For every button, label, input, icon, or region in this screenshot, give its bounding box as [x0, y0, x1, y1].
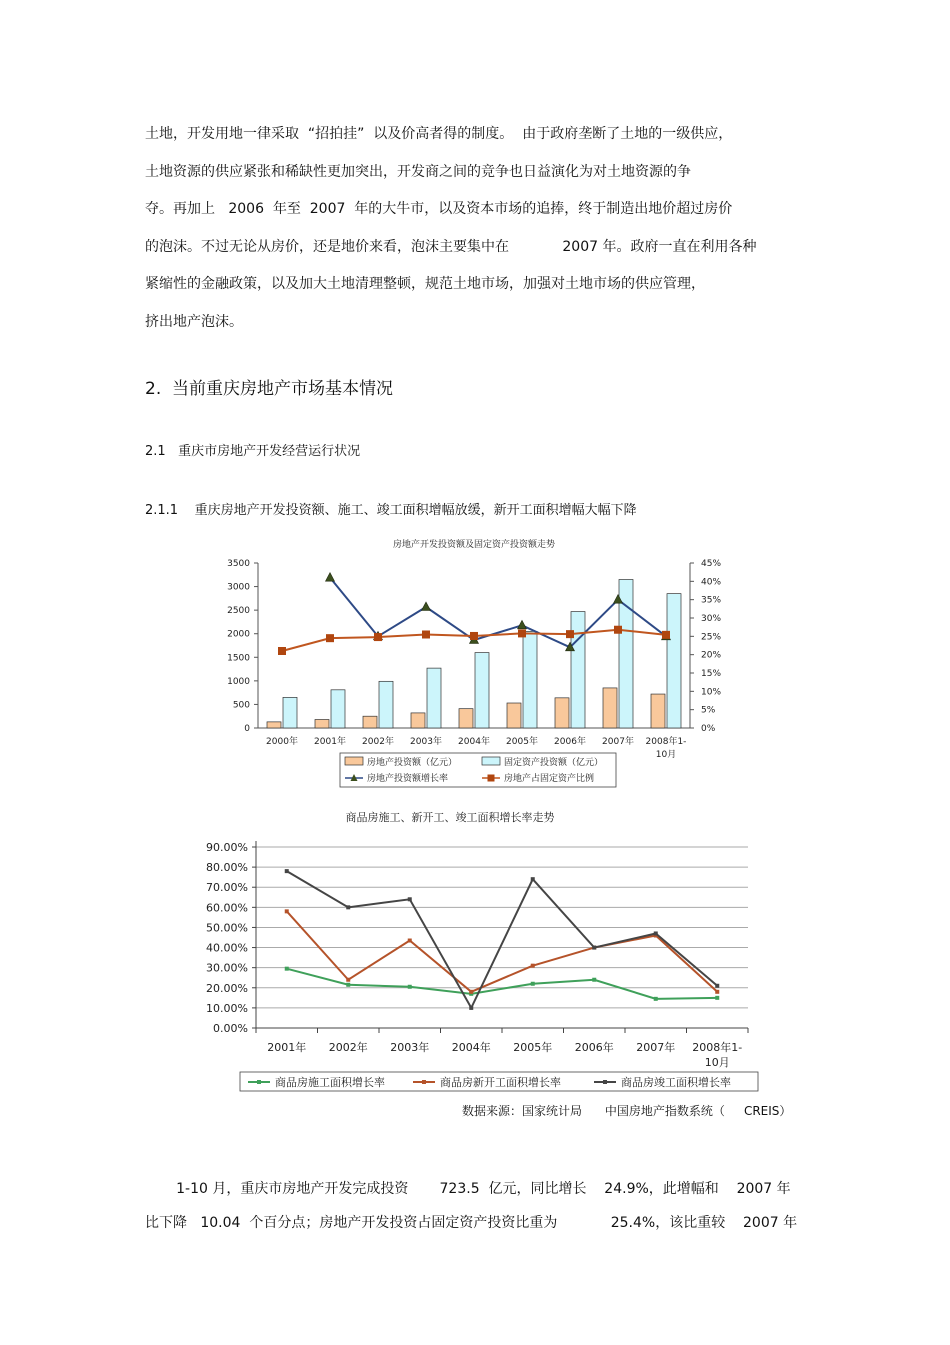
- y-tick-label: 0.00%: [213, 1022, 248, 1035]
- ratio-point: [422, 631, 430, 639]
- paragraph-line: 挤出地产泡沫。: [145, 313, 243, 330]
- data-point: [531, 877, 535, 881]
- data-point: [469, 1006, 473, 1010]
- y-tick-label: 10.00%: [206, 1001, 248, 1015]
- y-left-tick-label: 2500: [227, 606, 250, 617]
- legend-label: 商品房新开工面积增长率: [440, 1076, 561, 1089]
- legend-label: 商品房施工面积增长率: [275, 1076, 385, 1089]
- data-point: [408, 939, 412, 943]
- data-point: [531, 982, 535, 986]
- y-left-tick-label: 500: [232, 700, 250, 711]
- x-tick-label: 2004年: [451, 1041, 491, 1054]
- subsubsection-heading: 2.1.1 重庆房地产开发投资额、施工、竣工面积增幅放缓，新开工面积增幅大幅下降: [145, 503, 637, 518]
- y-tick-label: 80.00%: [206, 861, 248, 875]
- ratio-point: [374, 633, 382, 641]
- data-point: [715, 996, 719, 1000]
- construction-area-line: [287, 969, 718, 999]
- data-point: [469, 990, 473, 994]
- data-point: [408, 985, 412, 989]
- x-tick-label: 2005年: [506, 737, 538, 747]
- x-tick-label: 2002年: [328, 1041, 368, 1054]
- legend-marker: [603, 1080, 607, 1084]
- y-left-tick-label: 3500: [227, 559, 250, 569]
- growth-rate-point: [518, 620, 527, 629]
- ratio-point: [662, 631, 670, 639]
- y-right-tick-label: 5%: [701, 705, 716, 716]
- legend-label: 商品房竣工面积增长率: [621, 1076, 731, 1089]
- y-left-tick-label: 2000: [227, 629, 250, 640]
- data-point: [408, 897, 412, 901]
- x-tick-label: 2005年: [513, 1041, 553, 1054]
- legend-marker: [257, 1080, 261, 1084]
- data-point: [592, 946, 596, 950]
- data-point: [715, 990, 719, 994]
- section-heading: 2. 当前重庆房地产市场基本情况: [145, 379, 394, 399]
- x-tick-label: 2004年: [458, 737, 490, 747]
- y-left-tick-label: 1500: [227, 653, 250, 664]
- y-right-tick-label: 45%: [701, 559, 722, 569]
- y-left-tick-label: 1000: [227, 676, 250, 687]
- paragraph-line: 土地，开发用地一律采取 “招拍挂” 以及价高者得的制度。 由于政府垄断了土地的一级供应，: [145, 126, 733, 142]
- fixed-asset-investment-bar: [523, 631, 537, 728]
- fixed-asset-investment-bar: [283, 697, 297, 728]
- legend-marker: [422, 1080, 426, 1084]
- paragraph-line: 夺。再加上 2006 年至 2007 年的大牛市，以及资本市场的追捧，终于制造出地价超过房价: [145, 201, 733, 217]
- data-point: [531, 964, 535, 968]
- y-right-tick-label: 0%: [701, 724, 716, 734]
- fixed-asset-investment-bar: [667, 594, 681, 728]
- y-right-tick-label: 40%: [701, 577, 722, 588]
- x-tick-label: 2003年: [390, 1041, 430, 1054]
- legend-label: 固定资产投资额（亿元）: [504, 758, 604, 768]
- investment-chart: [0, 530, 950, 795]
- realestate-investment-bar: [507, 703, 521, 728]
- x-tick-label: 2007年: [602, 737, 634, 747]
- new-start-area-line: [287, 911, 718, 991]
- data-point: [654, 931, 658, 935]
- y-tick-label: 90.00%: [206, 841, 248, 854]
- x-tick-label: 10月: [704, 1056, 730, 1069]
- realestate-investment-bar: [267, 722, 281, 728]
- data-point: [715, 984, 719, 988]
- data-point: [346, 983, 350, 987]
- y-left-tick-label: 0: [244, 724, 250, 734]
- fixed-asset-investment-bar: [379, 681, 393, 728]
- intro-paragraph: [145, 116, 815, 341]
- chart-title: 房地产开发投资额及固定资产投资额走势: [392, 540, 556, 550]
- ratio-point: [470, 632, 478, 640]
- y-right-tick-label: 10%: [701, 687, 722, 698]
- y-right-tick-label: 30%: [701, 614, 722, 624]
- y-right-tick-label: 25%: [701, 632, 722, 643]
- x-tick-label: 10月: [655, 750, 677, 760]
- x-tick-label: 2008年1-: [645, 737, 687, 747]
- fixed-asset-investment-bar: [331, 690, 345, 728]
- x-tick-label: 2003年: [410, 737, 442, 747]
- y-tick-label: 50.00%: [206, 921, 248, 935]
- growth-rate-point: [422, 602, 431, 611]
- x-tick-label: 2001年: [314, 737, 346, 747]
- x-tick-label: 2002年: [362, 737, 394, 747]
- growth-rate-point: [326, 573, 335, 582]
- y-right-tick-label: 15%: [701, 669, 722, 679]
- y-right-tick-label: 35%: [701, 595, 722, 606]
- data-point: [654, 997, 658, 1001]
- growth-rate-chart: [0, 805, 950, 1095]
- analysis-paragraph: [145, 1172, 815, 1240]
- legend-marker: [488, 775, 495, 782]
- paragraph-line: 土地资源的供应紧张和稀缺性更加突出，开发商之间的竞争也日益演化为对土地资源的争: [145, 163, 691, 180]
- x-tick-label: 2008年1-: [692, 1041, 743, 1054]
- legend-label: 房地产投资额增长率: [367, 774, 449, 784]
- realestate-investment-bar: [315, 720, 329, 728]
- x-tick-label: 2001年: [267, 1041, 307, 1054]
- realestate-investment-bar: [363, 716, 377, 728]
- y-left-tick-label: 3000: [227, 582, 250, 593]
- ratio-point: [278, 647, 286, 655]
- legend-label: 房地产投资额（亿元）: [367, 758, 458, 768]
- legend-swatch: [482, 757, 500, 765]
- x-tick-label: 2007年: [636, 1041, 676, 1054]
- data-point: [285, 869, 289, 873]
- ratio-point: [614, 626, 622, 634]
- data-point: [285, 909, 289, 913]
- data-point: [346, 978, 350, 982]
- paragraph-line: 1-10 月，重庆市房地产开发完成投资 723.5 亿元，同比增长 24.9%，此增幅和 2007 年: [145, 1181, 791, 1197]
- x-tick-label: 2006年: [574, 1041, 614, 1054]
- fixed-asset-investment-bar: [427, 668, 441, 728]
- y-tick-label: 60.00%: [206, 901, 248, 915]
- y-tick-label: 70.00%: [206, 881, 248, 895]
- data-source-note: 数据来源：国家统计局 中国房地产指数系统（ CREIS）: [462, 1104, 792, 1118]
- paragraph-line: 的泡沫。不过无论从房价，还是地价来看，泡沫主要集中在 2007 年。政府一直在利用各种: [145, 238, 757, 255]
- data-point: [285, 967, 289, 971]
- legend-swatch: [345, 757, 363, 765]
- legend-label: 房地产占固定资产比例: [504, 774, 595, 784]
- chart-title: 商品房施工、新开工、竣工面积增长率走势: [345, 811, 555, 824]
- x-tick-label: 2000年: [266, 737, 298, 747]
- realestate-investment-bar: [459, 709, 473, 728]
- realestate-investment-bar: [411, 713, 425, 728]
- data-point: [592, 978, 596, 982]
- paragraph-line: 比下降 10.04 个百分点；房地产开发投资占固定资产投资比重为 25.4%，该比重较 2007 年: [145, 1215, 798, 1231]
- ratio-point: [326, 634, 334, 642]
- y-tick-label: 20.00%: [206, 981, 248, 995]
- x-tick-label: 2006年: [554, 737, 586, 747]
- paragraph-line: 紧缩性的金融政策，以及加大土地清理整顿，规范土地市场，加强对土地市场的供应管理，: [145, 276, 705, 292]
- y-right-tick-label: 20%: [701, 650, 722, 661]
- subsection-heading: 2.1 重庆市房地产开发经营运行状况: [145, 444, 361, 459]
- realestate-investment-bar: [555, 698, 569, 728]
- realestate-investment-bar: [651, 694, 665, 728]
- realestate-investment-bar: [603, 688, 617, 728]
- fixed-asset-investment-bar: [571, 612, 585, 728]
- y-tick-label: 40.00%: [206, 941, 248, 955]
- fixed-asset-investment-bar: [475, 653, 489, 728]
- data-point: [346, 905, 350, 909]
- ratio-point: [518, 629, 526, 637]
- ratio-point: [566, 630, 574, 638]
- y-tick-label: 30.00%: [206, 961, 248, 975]
